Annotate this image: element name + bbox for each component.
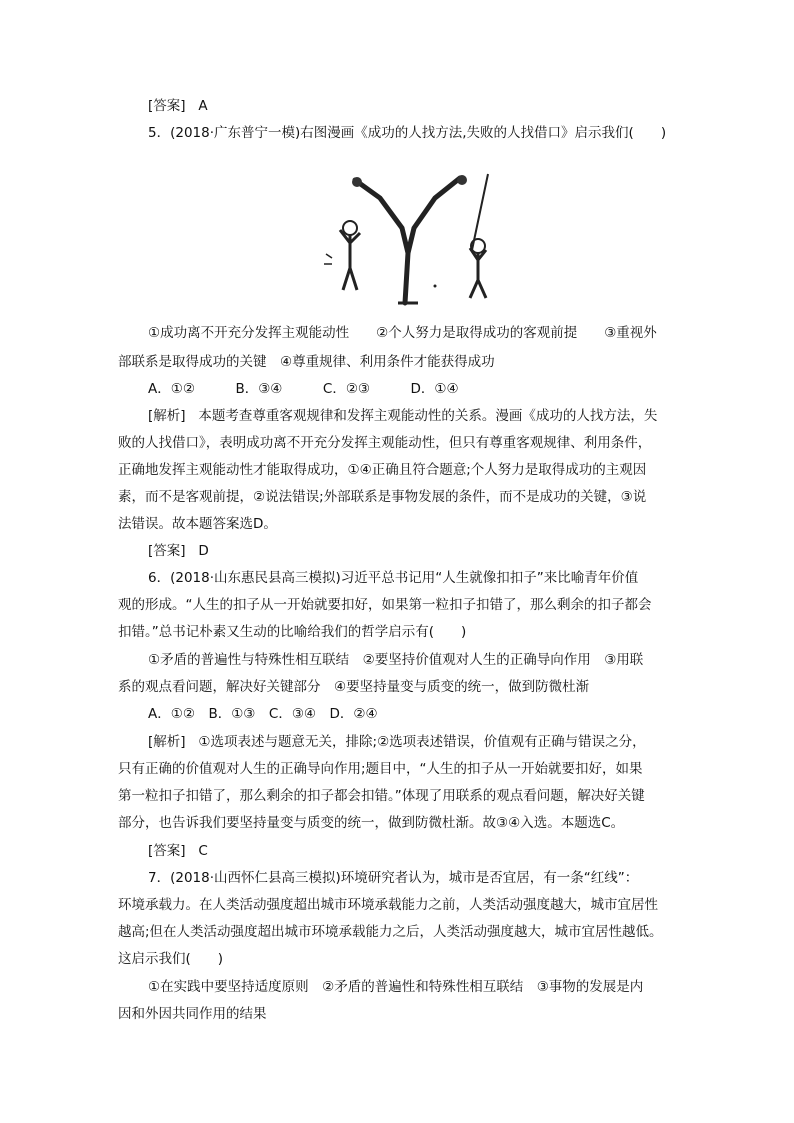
q7-stem-line1: 7．(2018·山西怀仁县高三模拟)环境研究者认为，城市是否宜居，有一条“红线”： [148, 870, 639, 886]
q5-analysis-line5: 法错误。故本题答案选D。 [118, 516, 277, 532]
q6-stem-line1: 6．(2018·山东惠民县高三模拟)习近平总书记用“人生就像扣扣子”来比喻青年价值 [148, 570, 639, 586]
q6-stem-line3: 扣错。”总书记朴素又生动的比喻给我们的哲学启示有( ) [118, 624, 467, 640]
q6-analysis-line2: 只有正确的价值观对人生的正确导向作用;题目中，“人生的扣子从一开始就要扣好，如果 [118, 761, 643, 777]
answer-tag: [答案] [148, 98, 186, 114]
q6-options-line1: ①矛盾的普遍性与特殊性相互联结 ②要坚持价值观对人生的正确导向作用 ③用联 [148, 652, 644, 668]
cartoon-illustration [310, 168, 510, 308]
answer-value: D [198, 543, 209, 559]
q7-stem-line2: 环境承载力。在人类活动强度超出城市环境承载能力之前，人类活动强度越大，城市宜居性 [118, 897, 658, 913]
analysis-text: 本题考查尊重客观规律和发挥主观能动性的关系。漫画《成功的人找方法，失 [198, 408, 658, 424]
answer-tag: [答案] [148, 843, 186, 859]
q7-options-line2: 因和外因共同作用的结果 [118, 1006, 267, 1022]
q6-analysis-line1 [148, 733, 646, 751]
q5-choices: A．①② B．③④ C．②③ D．①④ [148, 381, 459, 397]
q6-options-line2: 系的观点看问题，解决好关键部分 ④要坚持量变与质变的统一，做到防微杜渐 [118, 679, 590, 695]
analysis-text: ①选项表述与题意无关，排除;②选项表述错误，价值观有正确与错误之分， [198, 734, 646, 750]
answer-value: C [198, 843, 208, 859]
answer-value: A [198, 98, 208, 114]
analysis-tag: [解析] [148, 408, 186, 424]
q5-analysis-line1 [148, 407, 657, 425]
q5-options-line2: 部联系是取得成功的关键 ④尊重规律、利用条件才能获得成功 [118, 354, 495, 370]
q5-analysis-line3: 正确地发挥主观能动性才能取得成功，①④正确且符合题意;个人努力是取得成功的主观因 [118, 462, 647, 478]
q6-choices: A．①② B．①③ C．③④ D．②④ [148, 706, 378, 722]
q5-options-line1: ①成功离不开充分发挥主观能动性 ②个人努力是取得成功的客观前提 ③重视外 [148, 325, 657, 341]
q7-options-line1: ①在实践中要坚持适度原则 ②矛盾的普遍性和特殊性相互联结 ③事物的发展是内 [148, 979, 644, 995]
analysis-tag: [解析] [148, 734, 186, 750]
q6-answer-line [148, 842, 208, 860]
q5-analysis-line4: 素，而不是客观前提，②说法错误;外部联系是事物发展的条件，而不是成功的关键，③说 [118, 489, 647, 505]
q6-stem-line2: 观的形成。“人生的扣子从一开始就要扣好，如果第一粒扣子扣错了，那么剩余的扣子都会 [118, 597, 652, 613]
q7-stem-line4: 这启示我们( ) [118, 951, 224, 967]
q6-analysis-line4: 部分，也告诉我们要坚持量变与质变的统一，做到防微杜渐。故③④入选。本题选C。 [118, 815, 625, 831]
q5-analysis-line2: 败的人找借口》，表明成功离不开充分发挥主观能动性，但只有尊重客观规律、利用条件， [118, 435, 652, 451]
q5-answer-line [148, 542, 209, 560]
answer-tag: [答案] [148, 543, 186, 559]
q5-stem: 5．(2018·广东普宁一模)右图漫画《成功的人找方法,失败的人找借口》启示我们( ) [148, 125, 667, 141]
q4-answer-line [148, 97, 208, 115]
q7-stem-line3: 越高;但在人类活动强度超出城市环境承载能力之后，人类活动强度越大，城市宜居性越低。 [118, 924, 663, 940]
q6-analysis-line3: 第一粒扣子扣错了，那么剩余的扣子都会扣错。”体现了用联系的观点看问题，解决好关键 [118, 788, 645, 804]
